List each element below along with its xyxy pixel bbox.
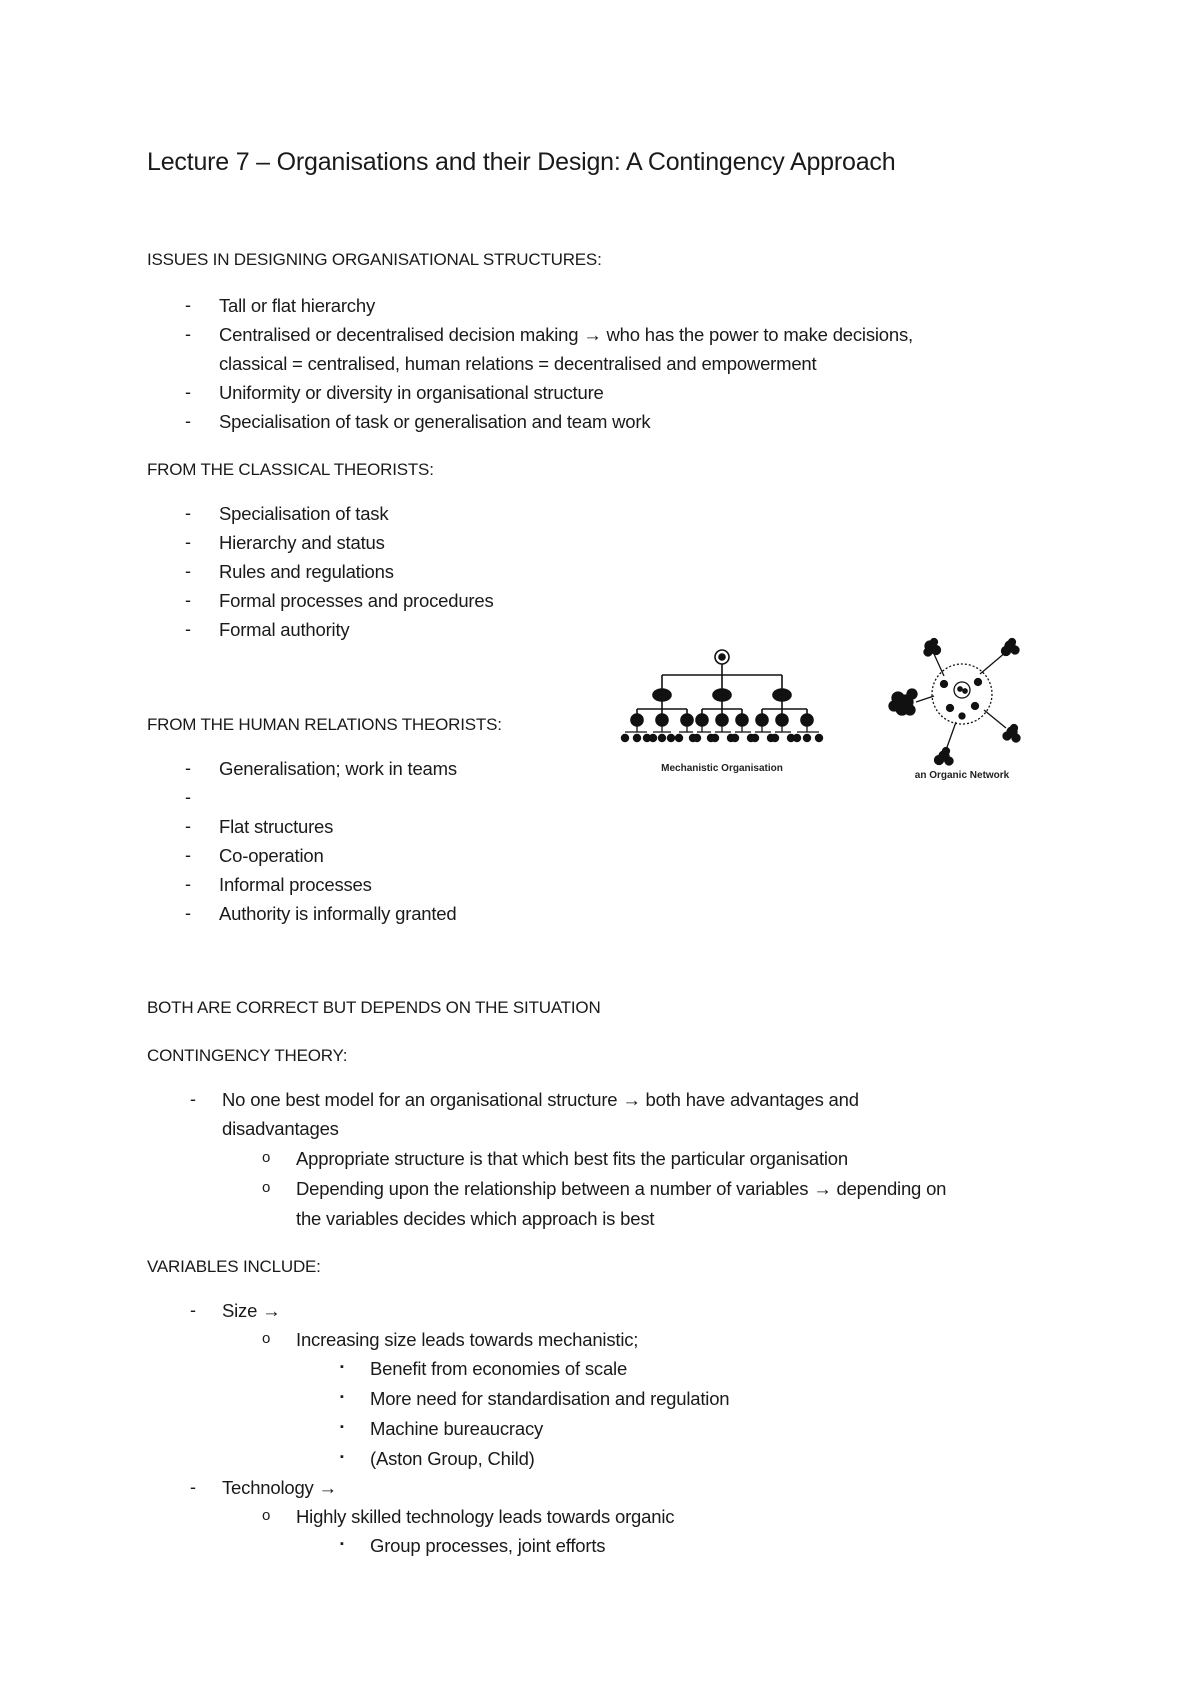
sub-list-marker: o <box>262 1149 271 1166</box>
sub-sub-list-item: Machine bureaucracy <box>370 1418 544 1439</box>
list-marker: - <box>185 787 191 807</box>
sub-list-item: Appropriate structure is that which best fits the particular organisation <box>296 1148 848 1169</box>
sub-list-item-continuation: the variables decides which approach is best <box>296 1208 655 1229</box>
sub-sub-list-item: Benefit from economies of scale <box>370 1358 628 1379</box>
sub-list-marker: o <box>262 1330 271 1347</box>
list-item: Centralised or decentralised decision making → who has the power to make decisions, <box>219 324 913 345</box>
list-marker: - <box>185 816 191 836</box>
human-relations-heading: FROM THE HUMAN RELATIONS THEORISTS: <box>147 715 502 734</box>
sub-list-item: Depending upon the relationship between a number of variables → depending on <box>296 1178 947 1199</box>
list-item: Hierarchy and status <box>219 532 385 553</box>
mechanistic-organisation-figure <box>615 645 830 777</box>
list-marker: - <box>190 1089 196 1109</box>
list-item-continuation: classical = centralised, human relations = decentralised and empowerment <box>219 353 817 374</box>
list-marker: - <box>190 1477 196 1497</box>
square-bullet: ▪ <box>340 1451 344 1463</box>
list-item: Informal processes <box>219 874 372 895</box>
list-item: Co-operation <box>219 845 324 866</box>
square-bullet: ▪ <box>340 1361 344 1373</box>
list-marker: - <box>185 561 191 581</box>
list-item: Specialisation of task <box>219 503 389 524</box>
list-marker: - <box>185 295 191 315</box>
variables-heading: VARIABLES INCLUDE: <box>147 1257 321 1276</box>
square-bullet: ▪ <box>340 1391 344 1403</box>
list-item: Size → <box>222 1300 281 1321</box>
organic-network-figure <box>880 632 1040 782</box>
list-item: Tall or flat hierarchy <box>219 295 375 316</box>
list-marker: - <box>190 1300 196 1320</box>
list-item-continuation: disadvantages <box>222 1118 339 1139</box>
list-item: Formal authority <box>219 619 350 640</box>
both-correct-heading: BOTH ARE CORRECT BUT DEPENDS ON THE SITUATION <box>147 998 601 1017</box>
mechanistic-caption: Mechanistic Organisation <box>661 763 783 774</box>
sub-list-item: Increasing size leads towards mechanistic; <box>296 1329 639 1350</box>
list-marker: - <box>185 532 191 552</box>
sub-list-marker: o <box>262 1507 271 1524</box>
square-bullet: ▪ <box>340 1421 344 1433</box>
list-marker: - <box>185 619 191 639</box>
list-item: Authority is informally granted <box>219 903 457 924</box>
list-marker: - <box>185 590 191 610</box>
sub-sub-list-item: Group processes, joint efforts <box>370 1535 606 1556</box>
list-marker: - <box>185 845 191 865</box>
list-item: Formal processes and procedures <box>219 590 494 611</box>
list-item: Uniformity or diversity in organisational structure <box>219 382 604 403</box>
list-marker: - <box>185 382 191 402</box>
classical-heading: FROM THE CLASSICAL THEORISTS: <box>147 460 434 479</box>
list-marker: - <box>185 903 191 923</box>
list-item: Technology → <box>222 1477 337 1498</box>
list-item: Flat structures <box>219 816 334 837</box>
organic-caption: an Organic Network <box>914 770 1010 781</box>
list-item: No one best model for an organisational structure → both have advantages and <box>222 1089 859 1110</box>
sub-list-marker: o <box>262 1179 271 1196</box>
sub-sub-list-item: More need for standardisation and regulation <box>370 1388 730 1409</box>
list-item: Generalisation; work in teams <box>219 758 457 779</box>
sub-sub-list-item: (Aston Group, Child) <box>370 1448 535 1469</box>
square-bullet: ▪ <box>340 1538 344 1550</box>
issues-heading: ISSUES IN DESIGNING ORGANISATIONAL STRUCTURES: <box>147 250 602 269</box>
sub-list-item: Highly skilled technology leads towards organic <box>296 1506 675 1527</box>
list-marker: - <box>185 758 191 778</box>
list-marker: - <box>185 503 191 523</box>
list-marker: - <box>185 874 191 894</box>
contingency-heading: CONTINGENCY THEORY: <box>147 1046 348 1065</box>
page-title: Lecture 7 – Organisations and their Design: A Contingency Approach <box>147 148 896 176</box>
list-item: Specialisation of task or generalisation and team work <box>219 411 651 432</box>
list-marker: - <box>185 411 191 431</box>
list-item: Rules and regulations <box>219 561 394 582</box>
list-marker: - <box>185 324 191 344</box>
